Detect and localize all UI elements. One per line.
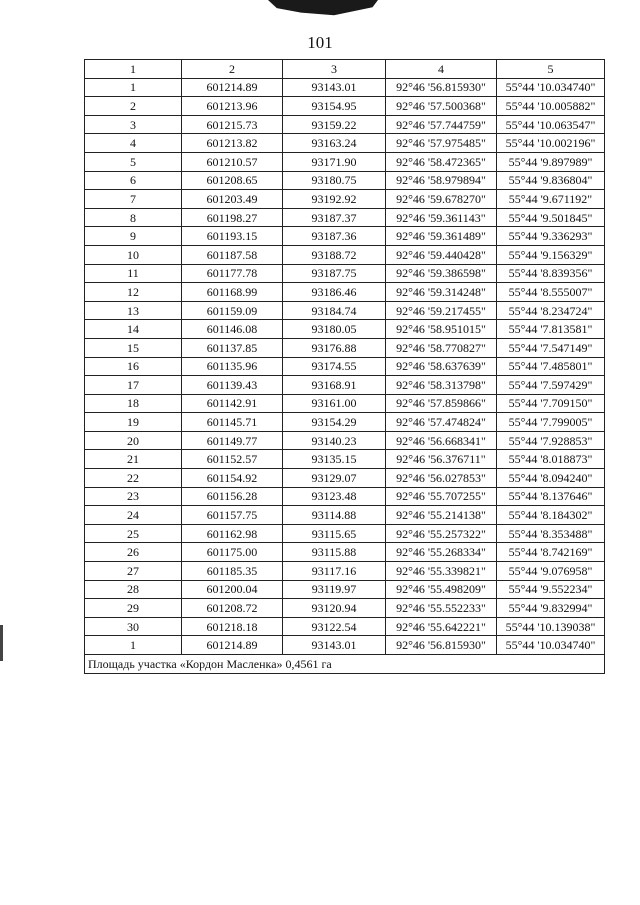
table-row: [85, 152, 605, 171]
table-cell: 601162.98: [182, 524, 283, 543]
area-note: Площадь участка «Кордон Масленка» 0,4561 га: [85, 655, 605, 674]
table-cell: 55°44 '10.034740": [497, 78, 605, 97]
table-cell: 601139.43: [182, 376, 283, 395]
table-cell: 92°46 '59.361489": [386, 227, 497, 246]
table-cell: 92°46 '56.027853": [386, 469, 497, 488]
table-cell: 10: [85, 245, 182, 264]
table-cell: 55°44 '9.671192": [497, 190, 605, 209]
table-cell: 601154.92: [182, 469, 283, 488]
table-row: [85, 450, 605, 469]
table-cell: 92°46 '57.975485": [386, 134, 497, 153]
table-cell: 92°46 '57.744759": [386, 115, 497, 134]
table-cell: 601208.65: [182, 171, 283, 190]
table-cell: 92°46 '55.707255": [386, 487, 497, 506]
table-cell: 55°44 '9.836804": [497, 171, 605, 190]
table-cell: 9: [85, 227, 182, 246]
table-cell: 55°44 '8.094240": [497, 469, 605, 488]
table-cell: 26: [85, 543, 182, 562]
table-cell: 92°46 '57.500368": [386, 97, 497, 116]
coordinates-table: [84, 59, 605, 674]
table-cell: 601214.89: [182, 78, 283, 97]
table-cell: 24: [85, 506, 182, 525]
table-cell: 601187.58: [182, 245, 283, 264]
column-header: 4: [386, 60, 497, 79]
table-row: [85, 469, 605, 488]
table-cell: 601149.77: [182, 431, 283, 450]
column-header: 1: [85, 60, 182, 79]
table-cell: 93176.88: [283, 338, 386, 357]
table-cell: 55°44 '8.184302": [497, 506, 605, 525]
table-cell: 55°44 '9.336293": [497, 227, 605, 246]
table-cell: 92°46 '55.552233": [386, 599, 497, 618]
table-row: [85, 506, 605, 525]
table-cell: 11: [85, 264, 182, 283]
table-row: [85, 524, 605, 543]
table-cell: 55°44 '8.353488": [497, 524, 605, 543]
table-cell: 92°46 '56.815930": [386, 78, 497, 97]
table-cell: 55°44 '7.799005": [497, 413, 605, 432]
table-cell: 55°44 '8.839356": [497, 264, 605, 283]
table-row: [85, 78, 605, 97]
table-cell: 601200.04: [182, 580, 283, 599]
table-row: [85, 487, 605, 506]
table-cell: 93140.23: [283, 431, 386, 450]
table-row: [85, 394, 605, 413]
table-cell: 601146.08: [182, 320, 283, 339]
table-cell: 14: [85, 320, 182, 339]
table-cell: 601210.57: [182, 152, 283, 171]
table-cell: 92°46 '55.257322": [386, 524, 497, 543]
table-cell: 92°46 '58.770827": [386, 338, 497, 357]
table-cell: 18: [85, 394, 182, 413]
table-cell: 601214.89: [182, 636, 283, 655]
table-cell: 93180.75: [283, 171, 386, 190]
table-cell: 93143.01: [283, 636, 386, 655]
table-cell: 601213.96: [182, 97, 283, 116]
table-row: [85, 97, 605, 116]
table-cell: 601215.73: [182, 115, 283, 134]
column-header: 3: [283, 60, 386, 79]
table-cell: 92°46 '56.376711": [386, 450, 497, 469]
table-cell: 55°44 '8.137646": [497, 487, 605, 506]
table-cell: 601137.85: [182, 338, 283, 357]
table-cell: 93159.22: [283, 115, 386, 134]
table-row: [85, 357, 605, 376]
table-row: [85, 599, 605, 618]
table-cell: 55°44 '10.063547": [497, 115, 605, 134]
table-cell: 3: [85, 115, 182, 134]
table-cell: 601177.78: [182, 264, 283, 283]
table-cell: 55°44 '8.742169": [497, 543, 605, 562]
table-cell: 601198.27: [182, 208, 283, 227]
table-cell: 93154.95: [283, 97, 386, 116]
scan-edge-mark: [0, 625, 3, 661]
table-row: [85, 617, 605, 636]
table-cell: 93120.94: [283, 599, 386, 618]
table-cell: 55°44 '9.076958": [497, 562, 605, 581]
table-cell: 55°44 '7.485801": [497, 357, 605, 376]
table-cell: 1: [85, 78, 182, 97]
table-row: [85, 580, 605, 599]
table-cell: 92°46 '57.474824": [386, 413, 497, 432]
table-cell: 20: [85, 431, 182, 450]
table-cell: 55°44 '10.139038": [497, 617, 605, 636]
table-row: [85, 562, 605, 581]
table-cell: 55°44 '8.018873": [497, 450, 605, 469]
table-cell: 93186.46: [283, 283, 386, 302]
table-cell: 93180.05: [283, 320, 386, 339]
table-cell: 93187.75: [283, 264, 386, 283]
table-cell: 1: [85, 636, 182, 655]
table-cell: 55°44 '8.234724": [497, 301, 605, 320]
table-cell: 55°44 '9.832994": [497, 599, 605, 618]
table-row: [85, 245, 605, 264]
table-cell: 93187.36: [283, 227, 386, 246]
table-cell: 93174.55: [283, 357, 386, 376]
table-cell: 55°44 '7.813581": [497, 320, 605, 339]
table-cell: 601168.99: [182, 283, 283, 302]
table-row: [85, 283, 605, 302]
table-cell: 93117.16: [283, 562, 386, 581]
table-cell: 93168.91: [283, 376, 386, 395]
table-cell: 55°44 '9.897989": [497, 152, 605, 171]
table-cell: 16: [85, 357, 182, 376]
table-cell: 92°46 '56.668341": [386, 431, 497, 450]
table-cell: 23: [85, 487, 182, 506]
table-cell: 55°44 '10.002196": [497, 134, 605, 153]
table-row: [85, 115, 605, 134]
table-cell: 601152.57: [182, 450, 283, 469]
table-cell: 601208.72: [182, 599, 283, 618]
table-cell: 92°46 '59.314248": [386, 283, 497, 302]
table-cell: 93171.90: [283, 152, 386, 171]
table-cell: 29: [85, 599, 182, 618]
table-cell: 601185.35: [182, 562, 283, 581]
table-cell: 12: [85, 283, 182, 302]
table-cell: 601157.75: [182, 506, 283, 525]
table-cell: 92°46 '55.642221": [386, 617, 497, 636]
table-row: [85, 636, 605, 655]
table-footer-row: [85, 655, 605, 674]
table-cell: 7: [85, 190, 182, 209]
table-cell: 2: [85, 97, 182, 116]
table-header-row: [85, 60, 605, 79]
table-cell: 15: [85, 338, 182, 357]
table-cell: 601145.71: [182, 413, 283, 432]
table-cell: 19: [85, 413, 182, 432]
table-cell: 92°46 '59.386598": [386, 264, 497, 283]
table-cell: 92°46 '59.440428": [386, 245, 497, 264]
table-cell: 6: [85, 171, 182, 190]
table-row: [85, 376, 605, 395]
column-header: 5: [497, 60, 605, 79]
table-row: [85, 190, 605, 209]
table-cell: 55°44 '9.156329": [497, 245, 605, 264]
table-cell: 13: [85, 301, 182, 320]
table-cell: 92°46 '55.214138": [386, 506, 497, 525]
table-cell: 601142.91: [182, 394, 283, 413]
table-cell: 93123.48: [283, 487, 386, 506]
table-cell: 55°44 '7.597429": [497, 376, 605, 395]
page-number: 101: [307, 33, 333, 52]
table-cell: 601218.18: [182, 617, 283, 636]
table-cell: 92°46 '58.313798": [386, 376, 497, 395]
table-cell: 93161.00: [283, 394, 386, 413]
table-cell: 601175.00: [182, 543, 283, 562]
table-cell: 55°44 '7.709150": [497, 394, 605, 413]
table-cell: 601135.96: [182, 357, 283, 376]
table-cell: 30: [85, 617, 182, 636]
table-row: [85, 413, 605, 432]
table-cell: 55°44 '9.501845": [497, 208, 605, 227]
table-cell: 92°46 '55.498209": [386, 580, 497, 599]
table-cell: 92°46 '55.268334": [386, 543, 497, 562]
table-cell: 92°46 '59.361143": [386, 208, 497, 227]
table-cell: 92°46 '58.637639": [386, 357, 497, 376]
table-cell: 93184.74: [283, 301, 386, 320]
table-cell: 93154.29: [283, 413, 386, 432]
scan-artifact: [268, 0, 378, 18]
table-cell: 55°44 '10.005882": [497, 97, 605, 116]
table-cell: 93129.07: [283, 469, 386, 488]
table-cell: 22: [85, 469, 182, 488]
table-cell: 17: [85, 376, 182, 395]
table-cell: 27: [85, 562, 182, 581]
table-cell: 93122.54: [283, 617, 386, 636]
table-cell: 55°44 '8.555007": [497, 283, 605, 302]
table-row: [85, 431, 605, 450]
table-row: [85, 171, 605, 190]
table-cell: 93115.65: [283, 524, 386, 543]
table-cell: 93115.88: [283, 543, 386, 562]
column-header: 2: [182, 60, 283, 79]
table-cell: 92°46 '55.339821": [386, 562, 497, 581]
table-cell: 8: [85, 208, 182, 227]
table-row: [85, 227, 605, 246]
table-cell: 5: [85, 152, 182, 171]
table-cell: 92°46 '58.979894": [386, 171, 497, 190]
table-cell: 4: [85, 134, 182, 153]
table-cell: 93135.15: [283, 450, 386, 469]
table-cell: 55°44 '7.928853": [497, 431, 605, 450]
table-row: [85, 320, 605, 339]
table-row: [85, 208, 605, 227]
table-cell: 25: [85, 524, 182, 543]
table-cell: 93188.72: [283, 245, 386, 264]
table-row: [85, 338, 605, 357]
table-cell: 92°46 '58.951015": [386, 320, 497, 339]
table-cell: 92°46 '59.217455": [386, 301, 497, 320]
table-cell: 601193.15: [182, 227, 283, 246]
table-body: [85, 78, 605, 654]
table-cell: 92°46 '59.678270": [386, 190, 497, 209]
table-cell: 601213.82: [182, 134, 283, 153]
table-cell: 55°44 '10.034740": [497, 636, 605, 655]
table-cell: 21: [85, 450, 182, 469]
table-cell: 92°46 '58.472365": [386, 152, 497, 171]
table-cell: 601203.49: [182, 190, 283, 209]
table-row: [85, 134, 605, 153]
table-row: [85, 301, 605, 320]
table-cell: 55°44 '7.547149": [497, 338, 605, 357]
table-cell: 601156.28: [182, 487, 283, 506]
table-cell: 93114.88: [283, 506, 386, 525]
table-cell: 93187.37: [283, 208, 386, 227]
table-cell: 601159.09: [182, 301, 283, 320]
table-cell: 92°46 '57.859866": [386, 394, 497, 413]
table-cell: 93143.01: [283, 78, 386, 97]
table-row: [85, 543, 605, 562]
table-cell: 55°44 '9.552234": [497, 580, 605, 599]
table-cell: 93119.97: [283, 580, 386, 599]
table-cell: 92°46 '56.815930": [386, 636, 497, 655]
table-row: [85, 264, 605, 283]
table-cell: 93192.92: [283, 190, 386, 209]
table-cell: 28: [85, 580, 182, 599]
table-cell: 93163.24: [283, 134, 386, 153]
